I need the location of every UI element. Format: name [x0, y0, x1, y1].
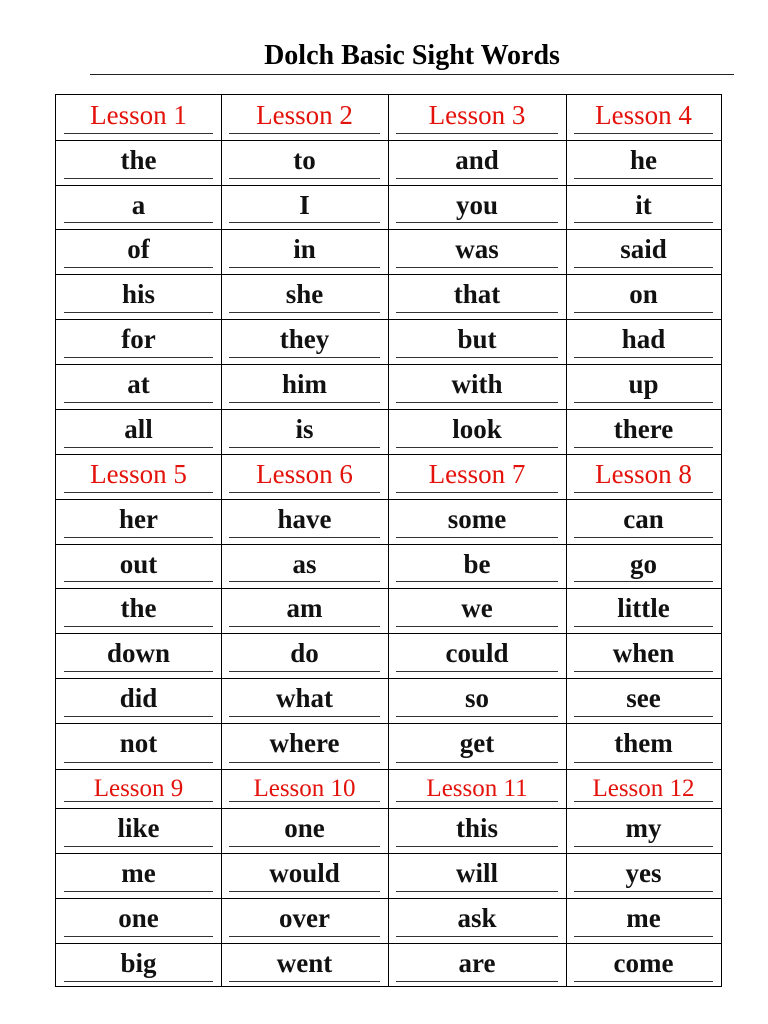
cell-underline — [396, 267, 558, 268]
sight-word: look — [452, 414, 502, 444]
cell-underline — [574, 716, 713, 717]
sight-word: can — [623, 504, 664, 534]
row-divider — [56, 319, 721, 320]
row-divider — [56, 633, 721, 634]
lesson-header: Lesson 2 — [256, 100, 353, 130]
sight-word: with — [451, 369, 503, 399]
cell-underline — [229, 671, 380, 672]
sight-word: we — [461, 593, 493, 623]
cell-underline — [229, 981, 380, 982]
sight-word: there — [613, 414, 674, 444]
sight-word: come — [613, 948, 674, 978]
row-divider — [56, 229, 721, 230]
cell-underline — [574, 626, 713, 627]
sight-word: that — [453, 279, 501, 309]
cell-underline — [574, 671, 713, 672]
cell-underline — [229, 492, 380, 493]
cell-underline — [396, 846, 558, 847]
sight-word: are — [458, 948, 496, 978]
cell-underline — [396, 936, 558, 937]
cell-underline — [396, 626, 558, 627]
row-divider — [56, 274, 721, 275]
cell-underline — [574, 762, 713, 763]
sight-word: for — [121, 324, 156, 354]
sight-word: and — [455, 145, 499, 175]
cell-underline — [229, 178, 380, 179]
row-divider — [56, 364, 721, 365]
lesson-header: Lesson 5 — [90, 459, 187, 489]
sight-word: me — [626, 903, 661, 933]
cell-underline — [64, 891, 213, 892]
sight-word: am — [286, 593, 323, 623]
sight-word: some — [447, 504, 507, 534]
cell-underline — [574, 936, 713, 937]
cell-underline — [396, 671, 558, 672]
cell-underline — [574, 981, 713, 982]
lesson-header: Lesson 7 — [428, 459, 526, 489]
cell-underline — [396, 357, 558, 358]
cell-underline — [396, 581, 558, 582]
row-divider — [56, 544, 721, 545]
page-title: Dolch Basic Sight Words — [264, 40, 560, 71]
sight-word: was — [455, 234, 499, 264]
sight-word: I — [299, 190, 310, 220]
sight-word: his — [121, 279, 156, 309]
cell-underline — [574, 846, 713, 847]
row-divider — [56, 409, 721, 410]
cell-underline — [64, 626, 213, 627]
sight-word: at — [127, 369, 150, 399]
cell-underline — [396, 447, 558, 448]
cell-underline — [64, 447, 213, 448]
cell-underline — [64, 267, 213, 268]
lesson-header: Lesson 4 — [595, 100, 692, 130]
cell-underline — [396, 981, 558, 982]
cell-underline — [574, 492, 713, 493]
cell-underline — [574, 133, 713, 134]
sight-word: he — [630, 145, 657, 175]
lesson-header: Lesson 3 — [428, 100, 526, 130]
sight-word: will — [455, 858, 498, 888]
cell-underline — [229, 357, 380, 358]
cell-underline — [396, 716, 558, 717]
sight-word: over — [279, 903, 330, 933]
cell-underline — [64, 671, 213, 672]
lesson-header: Lesson 9 — [93, 775, 184, 802]
sight-word: on — [629, 279, 658, 309]
lesson-header: Lesson 8 — [595, 459, 692, 489]
sight-word: the — [120, 593, 157, 623]
cell-underline — [396, 762, 558, 763]
sight-word: them — [614, 728, 673, 758]
sight-word: the — [120, 145, 157, 175]
sight-words-table — [55, 94, 722, 987]
row-divider — [56, 853, 721, 854]
cell-underline — [229, 222, 380, 223]
sight-word: could — [445, 638, 509, 668]
cell-underline — [64, 178, 213, 179]
sight-word: out — [119, 549, 158, 579]
cell-underline — [64, 981, 213, 982]
sight-word: yes — [625, 858, 662, 888]
cell-underline — [396, 133, 558, 134]
sight-word: did — [119, 683, 158, 713]
cell-underline — [396, 402, 558, 403]
cell-underline — [396, 891, 558, 892]
row-divider — [56, 140, 721, 141]
cell-underline — [64, 537, 213, 538]
sight-word: went — [276, 948, 333, 978]
cell-underline — [229, 402, 380, 403]
cell-underline — [64, 312, 213, 313]
cell-underline — [64, 801, 213, 802]
cell-underline — [64, 133, 213, 134]
sight-word: in — [293, 234, 316, 264]
row-divider — [56, 769, 721, 770]
cell-underline — [229, 846, 380, 847]
cell-underline — [229, 267, 380, 268]
cell-underline — [229, 447, 380, 448]
cell-underline — [574, 581, 713, 582]
lesson-header: Lesson 6 — [256, 459, 353, 489]
lesson-header: Lesson 11 — [426, 775, 528, 802]
sight-word: said — [620, 234, 667, 264]
cell-underline — [574, 801, 713, 802]
cell-underline — [574, 222, 713, 223]
cell-underline — [396, 537, 558, 538]
sight-word: get — [459, 728, 495, 758]
cell-underline — [64, 581, 213, 582]
cell-underline — [229, 133, 380, 134]
sight-word: they — [279, 324, 330, 354]
sight-word: as — [292, 549, 317, 579]
sight-word: would — [269, 858, 340, 888]
lesson-header: Lesson 10 — [253, 775, 356, 802]
row-divider — [56, 185, 721, 186]
sight-word: had — [621, 324, 666, 354]
sight-word: have — [277, 504, 332, 534]
cell-underline — [574, 537, 713, 538]
cell-underline — [229, 716, 380, 717]
sight-word: all — [124, 414, 153, 444]
sight-word: is — [295, 414, 314, 444]
sight-word: when — [612, 638, 675, 668]
cell-underline — [574, 357, 713, 358]
row-divider — [56, 943, 721, 944]
row-divider — [56, 723, 721, 724]
cell-underline — [229, 626, 380, 627]
cell-underline — [396, 222, 558, 223]
sight-word: but — [457, 324, 497, 354]
sight-word: my — [625, 813, 662, 843]
cell-underline — [229, 936, 380, 937]
cell-underline — [229, 312, 380, 313]
cell-underline — [64, 402, 213, 403]
sight-word: she — [285, 279, 324, 309]
sight-word: one — [284, 813, 325, 843]
sight-word: do — [290, 638, 319, 668]
sight-word: go — [630, 549, 657, 579]
sight-word: where — [269, 728, 340, 758]
cell-underline — [64, 762, 213, 763]
sight-word: a — [131, 190, 146, 220]
cell-underline — [396, 801, 558, 802]
cell-underline — [574, 312, 713, 313]
cell-underline — [574, 447, 713, 448]
cell-underline — [64, 936, 213, 937]
sight-word: up — [628, 369, 659, 399]
cell-underline — [574, 178, 713, 179]
sight-word: to — [293, 145, 316, 175]
cell-underline — [229, 891, 380, 892]
cell-underline — [64, 357, 213, 358]
lesson-header: Lesson 12 — [592, 775, 695, 802]
cell-underline — [229, 801, 380, 802]
row-divider — [56, 454, 721, 455]
sight-word: it — [635, 190, 652, 220]
sight-word: this — [455, 813, 499, 843]
sight-word: ask — [457, 903, 497, 933]
sight-word: see — [626, 683, 661, 713]
cell-underline — [396, 178, 558, 179]
lesson-header: Lesson 1 — [90, 100, 187, 130]
sight-word: him — [281, 369, 327, 399]
sight-word: big — [120, 948, 157, 978]
cell-underline — [574, 891, 713, 892]
row-divider — [56, 898, 721, 899]
sight-word: so — [464, 683, 489, 713]
sight-word: what — [275, 683, 333, 713]
cell-underline — [64, 846, 213, 847]
sight-word: down — [106, 638, 171, 668]
row-divider — [56, 678, 721, 679]
cell-underline — [229, 537, 380, 538]
row-divider — [56, 588, 721, 589]
sight-word: little — [617, 593, 670, 623]
sight-word: one — [118, 903, 159, 933]
cell-underline — [64, 716, 213, 717]
cell-underline — [396, 312, 558, 313]
row-divider — [56, 499, 721, 500]
sight-word: me — [121, 858, 156, 888]
sight-word: her — [119, 504, 158, 534]
cell-underline — [229, 581, 380, 582]
cell-underline — [229, 762, 380, 763]
sight-word: you — [455, 190, 499, 220]
sight-word: be — [463, 549, 491, 579]
row-divider — [56, 808, 721, 809]
cell-underline — [64, 492, 213, 493]
sight-word: not — [119, 728, 158, 758]
sight-word: like — [117, 813, 160, 843]
cell-underline — [64, 222, 213, 223]
cell-underline — [574, 267, 713, 268]
title-underline — [90, 74, 734, 75]
cell-underline — [396, 492, 558, 493]
sight-word: of — [127, 234, 150, 264]
cell-underline — [574, 402, 713, 403]
